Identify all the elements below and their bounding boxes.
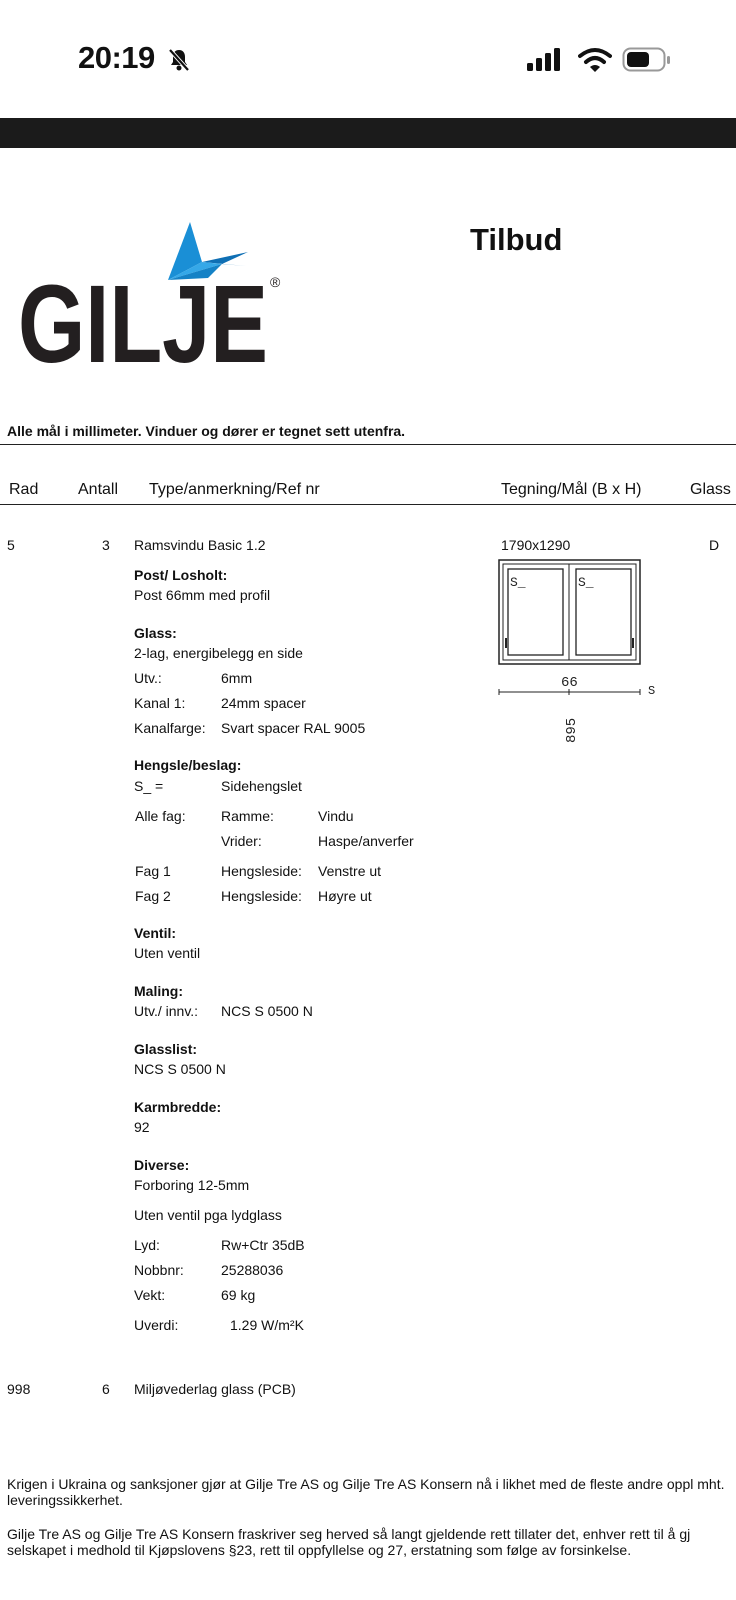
status-time: 20:19: [78, 40, 155, 75]
glasslist-value: NCS S 0500 N: [134, 1061, 226, 1077]
fag-label: Fag 1: [135, 863, 171, 879]
spec-label: Kanal 1:: [134, 695, 186, 711]
hengsleside-value: Venstre ut: [318, 863, 382, 879]
spec-value: 69 kg: [221, 1287, 256, 1303]
hinge-code-label: S_ =: [134, 778, 164, 794]
row-rad: 5: [7, 537, 15, 553]
spec-value: 6mm: [221, 670, 253, 686]
spec-label: Vekt:: [134, 1287, 166, 1303]
gilje-logo: [18, 222, 298, 382]
karm-value: 92: [134, 1119, 150, 1135]
spec-label: Utv.:: [134, 670, 162, 686]
uverdi-label: Uverdi:: [134, 1317, 179, 1333]
uverdi-value: 1.29 W/m²K: [230, 1317, 304, 1333]
hengsleside-label: Hengsleside:: [221, 888, 302, 904]
spec-value: Rw+Ctr 35dB: [221, 1237, 305, 1253]
hengsleside-label: Hengsleside:: [221, 863, 302, 879]
document-title: Tilbud: [470, 222, 563, 257]
row-type: Ramsvindu Basic 1.2: [134, 537, 266, 553]
maling-heading: Maling:: [134, 983, 183, 999]
spec-label: Kanalfarge:: [134, 720, 206, 736]
vrider-value: Haspe/anverfer: [318, 833, 414, 849]
spec-label: Nobbnr:: [134, 1262, 184, 1278]
ramme-value: Vindu: [318, 808, 354, 824]
alle-fag-label: Alle fag:: [135, 808, 186, 824]
bell-muted-icon: [166, 47, 192, 73]
glass-value: 2-lag, energibelegg en side: [134, 645, 303, 661]
diverse-heading: Diverse:: [134, 1157, 190, 1173]
logo-text: GILJE: [18, 263, 268, 382]
column-header-type: Type/anmerkning/Ref nr: [149, 481, 320, 498]
vrider-label: Vrider:: [221, 833, 262, 849]
row-dims: 1790x1290: [501, 537, 571, 553]
row-rad: 998: [7, 1381, 31, 1397]
document-toolbar: [0, 118, 736, 148]
footer-paragraph: Gilje Tre AS og Gilje Tre AS Konsern fraskriver seg herved så langt gjeldende rett tillater det, enhver rett til å gj selskapet i medhold til Kjøpslovens §23, rett til oppfyllelse og 27, erstatning som følge av forsinkelse.: [7, 1526, 691, 1558]
signal-icon: [527, 48, 565, 72]
diverse-note: Uten ventil pga lydglass: [134, 1207, 282, 1223]
width-label: 66: [561, 675, 578, 691]
measurement-note: Alle mål i millimeter. Vinduer og dører er tegnet sett utenfra.: [7, 423, 406, 439]
hengsleside-value: Høyre ut: [318, 888, 372, 904]
registered-mark: ®: [270, 274, 281, 290]
spec-value: 25288036: [221, 1262, 284, 1278]
ventil-heading: Ventil:: [134, 925, 177, 941]
glass-heading: Glass:: [134, 625, 177, 641]
column-header-antall: Antall: [78, 481, 119, 498]
window-drawing: [495, 558, 670, 748]
column-header-rad: Rad: [9, 481, 39, 498]
karm-heading: Karmbredde:: [134, 1099, 222, 1115]
ventil-value: Uten ventil: [134, 945, 201, 961]
maling-value: NCS S 0500 N: [221, 1003, 313, 1019]
divider: [0, 444, 736, 445]
spec-value: Svart spacer RAL 9005: [221, 720, 366, 736]
fag-label: Fag 2: [135, 888, 171, 904]
sash-label-2: S_: [578, 575, 594, 590]
spec-value: 24mm spacer: [221, 695, 306, 711]
diverse-value: Forboring 12-5mm: [134, 1177, 250, 1193]
hinge-code-value: Sidehengslet: [221, 778, 302, 794]
post-value: Post 66mm med profil: [134, 587, 271, 603]
hengsle-heading: Hengsle/beslag:: [134, 757, 242, 773]
row-type: Miljøvederlag glass (PCB): [134, 1381, 296, 1397]
post-heading: Post/ Losholt:: [134, 567, 228, 583]
height-label: 895: [564, 717, 580, 743]
maling-label: Utv./ innv.:: [134, 1003, 199, 1019]
divider: [0, 504, 736, 505]
glasslist-heading: Glasslist:: [134, 1041, 198, 1057]
sash-label-1: S_: [510, 575, 526, 590]
wifi-icon: [578, 47, 612, 73]
column-header-tegning: Tegning/Mål (B x H): [501, 481, 642, 498]
ramme-label: Ramme:: [221, 808, 274, 824]
spec-label: Lyd:: [134, 1237, 160, 1253]
row-antall: 6: [102, 1381, 110, 1397]
footer-paragraph: Krigen i Ukraina og sanksjoner gjør at Gilje Tre AS og Gilje Tre AS Konsern nå i likhet med de fleste andre oppl mht. leveringssikkerhet.: [7, 1476, 725, 1508]
row-antall: 3: [102, 537, 110, 553]
side-label: S: [648, 684, 656, 698]
row-glass-code: D: [709, 537, 720, 553]
battery-icon: [622, 46, 672, 74]
column-header-glass: Glass: [690, 481, 731, 498]
